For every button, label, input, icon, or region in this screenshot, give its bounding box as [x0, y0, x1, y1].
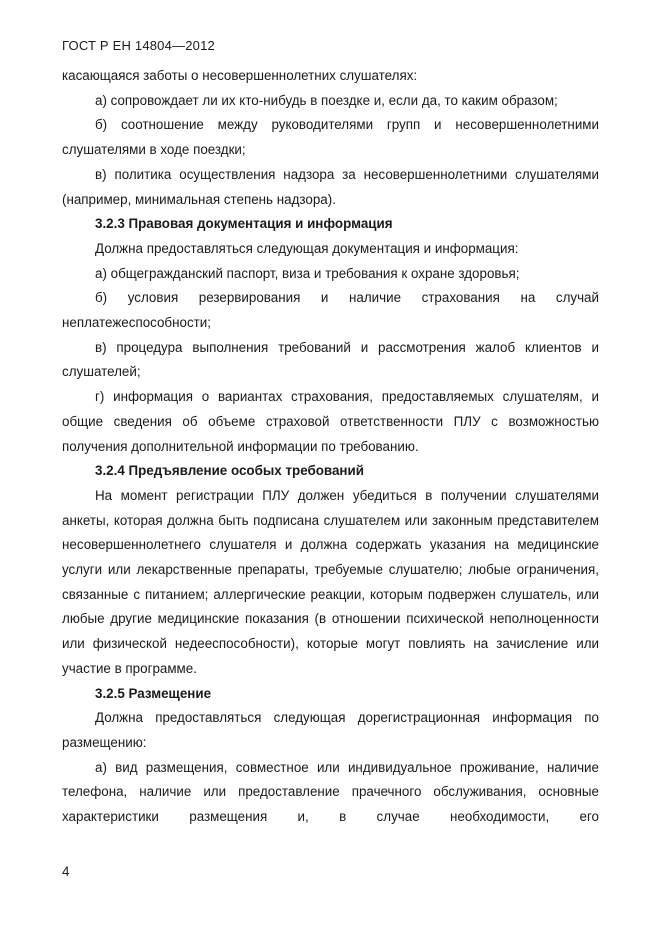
list-item-a-escort: а) сопровождает ли их кто-нибудь в поездке и, если да, то каким образом; — [95, 92, 558, 108]
section-heading-3-2-4: 3.2.4 Предъявление особых требований — [95, 463, 364, 479]
list-item-c-complaints: в) процедура выполнения требований и рассмотрения жалоб клиентов и слушателей; — [62, 339, 599, 380]
list-item-a-accommodation-type: а) вид размещения, совместное или индивидуальное проживание, наличие телефона, наличие или предоставление прачечного обслуживания, основные характеристики размещения и, в случае необходимости, его — [62, 759, 599, 825]
section-heading-3-2-5: 3.2.5 Размещение — [95, 685, 212, 701]
paragraph-accommodation-intro: Должна предоставляться следующая дорегистрационная информация по размещению: — [62, 710, 599, 750]
paragraph-intro: касающаяся заботы о несовершеннолетних слушателях: — [62, 68, 418, 83]
page-header-standard-code: ГОСТ Р ЕН 14804—2012 — [62, 38, 215, 53]
paragraph-special-requirements: На момент регистрации ПЛУ должен убедиться в получении слушателями анкеты, которая должна быть подписана слушателем или законным представителем несовершеннолетнего слушателя и должна содержать указания на медицинские услуги или лекарственные препараты, требуемые слушателю; любые ограничения, связанные с питанием; аллергические реакции, которым подвержен слушатель, или любые другие медицинские показания (в отношении психической неполноценности или физической недееспособности), которые могут повлиять на зачисление или участие в программе. — [62, 487, 599, 676]
page-number: 4 — [62, 864, 70, 879]
section-heading-3-2-3: 3.2.3 Правовая документация и информация — [95, 216, 393, 232]
document-body — [62, 64, 599, 830]
list-item-b-ratio: б) соотношение между руководителями групп и несовершеннолетними слушателями в ходе поездки; — [62, 117, 599, 158]
paragraph-documentation-intro: Должна предоставляться следующая документация и информация: — [95, 240, 519, 256]
list-item-a-passport: а) общегражданский паспорт, виза и требования к охране здоровья; — [95, 265, 520, 281]
list-item-b-insurance: б) условия резервирования и наличие страхования на случай неплатежеспособности; — [62, 290, 599, 331]
list-item-d-insurance-options: г) информация о вариантах страхования, предоставляемых слушателям, и общие сведения об объеме страховой ответственности ПЛУ с возможностью получения дополнительной информации по требованию. — [62, 389, 599, 454]
list-item-c-supervision: в) политика осуществления надзора за несовершеннолетними слушателями (например, минимальная степень надзора). — [62, 166, 599, 207]
